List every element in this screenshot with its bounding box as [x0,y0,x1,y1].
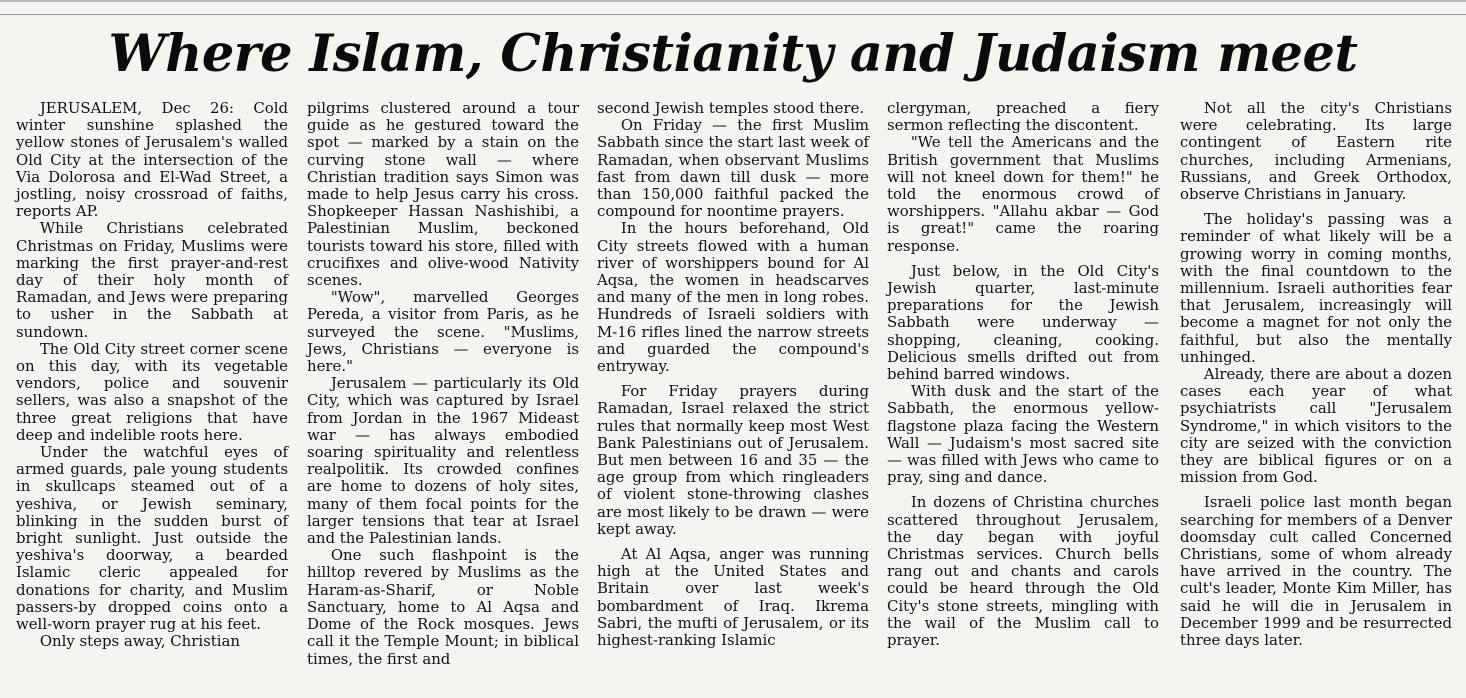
article-column-4 [887,100,1159,649]
article-paragraph: At Al Aqsa, anger was running high at the United States and Britain over last week's bombardment of Iraq. Ikrema Sabri, the mufti of Jerusalem, or its highest-ranking Islamic [597,545,869,650]
article-paragraph: The holiday's passing was a reminder of what likely will be a growing worry in coming months, with the final countdown to the millennium. Israeli authorities fear that Jerusalem, increasingly will become a magnet for not only the faithful, but also the mentally unhinged. [1180,210,1452,366]
article-paragraph: Under the watchful eyes of armed guards, pale young students in skullcaps steamed out of a yeshiva, or Jewish seminary, blinking in the sudden burst of bright sunlight. Just outside the yeshiva's doorway, a bearded Islamic cleric appealed for donations for charity, and Muslim passers-by dropped coins onto a well-worn prayer rug at his feet. [16,443,288,634]
article-paragraph: clergyman, preached a fiery sermon reflecting the discontent. [887,99,1159,135]
article-paragraph: For Friday prayers during Ramadan, Israel relaxed the strict rules that normally keep most West Bank Palestinians out of Jerusalem. But men between 16 and 35 — the age group from which ringleaders of violent stone-throwing clashes are most likely to be drawn — were kept away. [597,382,869,538]
article-paragraph: Only steps away, Christian [39,632,240,651]
article-paragraph: One such flashpoint is the hilltop revered by Muslims as the Haram-as-Sharif, or Noble Sanctuary, home to Al Aqsa and Dome of the Rock mosques. Jews call it the Temple Mount; in biblical times, the first and [307,546,579,668]
article-paragraph: "We tell the Americans and the British government that Muslims will not kneel down for them!" he told the enormous crowd of worshippers. "Allahu akbar — God is great!" came the roaring response. [887,133,1159,255]
article-column-3 [597,100,869,649]
article-paragraph: The Old City street corner scene on this day, with its vegetable vendors, police and souvenir sellers, was also a snapshot of the three great religions that have deep and indelible roots here. [16,339,288,444]
article-paragraph: second Jewish temples stood there. [597,99,865,117]
article-paragraph: Already, there are about a dozen cases each year of what psychiatrists call "Jerusalem Syndrome," in which visitors to the city are seized with the conviction they are biblical figures or on a mission from God. [1180,365,1452,487]
article-paragraph: Just below, in the Old City's Jewish quarter, last-minute preparations for the Jewish Sabbath were underway — shopping, cleaning, cooking. Delicious smells drifted out from behind barred windows. [887,261,1159,384]
article-paragraph: Israeli police last month began searching for members of a Denver doomsday cult called Concerned Christians, some of whom already have arrived in the country. The cult's leader, Monte Kim Miller, has said he will die in Jerusalem in December 1999 and be resurrected three days later. [1180,493,1452,650]
article-paragraph: In dozens of Christina churches scattered throughout Jerusalem, the day began with joyful Christmas services. Church bells rang out and chants and carols could be heard through the Old City's stone streets, mingling with the wail of the Muslim call to prayer. [887,493,1159,650]
article-paragraph: With dusk and the start of the Sabbath, the enormous yellow-flagstone plaza facing the Western Wall — Judaism's most sacred site — was filled with Jews who came to pray, sing and dance. [887,382,1159,487]
article-column-2 [307,100,579,668]
article-column-1 [16,100,288,651]
article-column-5 [1180,100,1452,649]
top-rule [0,14,1466,15]
article-paragraph: On Friday — the first Muslim Sabbath since the start last week of Ramadan, when observant Muslims fast from dawn till dusk — more than 150,000 faithful packed the compound for noontime prayers. [597,116,869,221]
headline: Where Islam, Christianity and Judaism meet [108,24,1358,84]
article-paragraph: pilgrims clustered around a tour guide as he gestured toward the spot — marked by a stain on the curving stone wall — where Christian tradition says Simon was made to help Jesus carry his cross. Shopkeeper Hassan Nashishibi, a Palestinian Muslim, beckoned tourists toward his store, filled with crucifixes and olive-wood Nativity scenes. [307,99,579,290]
article-paragraph: While Christians celebrated Christmas on Friday, Muslims were marking the first prayer-and-rest day of their holy month of Ramadan, and Jews were preparing to usher in the Sabbath at sundown. [16,219,288,341]
article-paragraph: JERUSALEM, Dec 26: Cold winter sunshine splashed the yellow stones of Jerusalem's walled Old City at the intersection of the Via Dolorosa and El-Wad Street, a jostling, noisy crossroad of faiths, reports AP. [16,99,288,221]
article-paragraph: "Wow", marvelled Georges Pereda, a visitor from Paris, as he surveyed the scene. "Muslims, Jews, Christians — everyone is here." [307,288,579,376]
article-paragraph: Jerusalem — particularly its Old City, which was captured by Israel from Jordan in the 1967 Mideast war — has always embodied soaring spirituality and relentless realpolitik. Its crowded confines are home to dozens of holy sites, many of them focal points for the larger tensions that tear at Israel and the Palestinian lands. [307,374,579,548]
article-paragraph: In the hours beforehand, Old City streets flowed with a human river of worshippers bound for Al Aqsa, the women in headscarves and many of the men in long robes. Hundreds of Israeli soldiers with M-16 rifles lined the narrow streets and guarded the compound's entryway. [597,219,869,376]
article-paragraph: Not all the city's Christians were celebrating. Its large contingent of Eastern rite churches, including Armenians, Russians, and Greek Orthodox, observe Christians in January. [1180,99,1452,204]
